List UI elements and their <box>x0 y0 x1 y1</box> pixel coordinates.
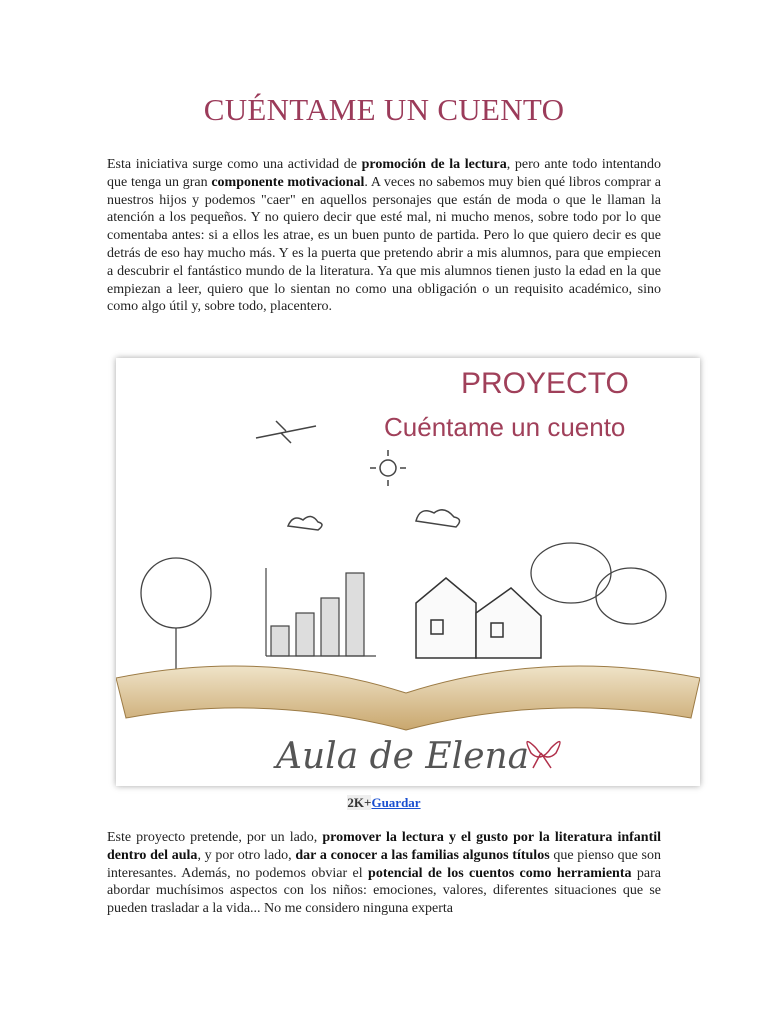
text-segment: Esta iniciativa surge como una actividad de <box>107 157 362 172</box>
intro-paragraph <box>107 156 661 316</box>
bar-graph-drawing <box>266 568 376 656</box>
save-link[interactable]: Guardar <box>371 795 421 810</box>
text-segment: . A veces no sabemos muy bien qué libros comprar a nuestros hijos y podemos "caer" en aquellos personajes que están de moda o que le llaman la atención a los pequeños. Y no quiero decir que esté mal, ni mucho menos, sobre todo por lo que comentaba antes: si a ellos les atrae, es un buen punto de partida. Pero lo que quiero decir es que detrás de eso hay mucho más. Y es la puerta que pretendo abrir a mis alumnos, para que empiecen a descubrir el fantástico mundo de la literatura. Ya que mis alumnos tienen justo la edad en la que empiezan a leer, quiero que lo sientan no como una obligación o un requisito académico, sino como algo útil y, sobre todo, placentero. <box>107 174 661 315</box>
page-title: CUÉNTAME UN CUENTO <box>203 92 565 127</box>
save-count: 2K+ <box>347 795 372 810</box>
tree-drawing <box>141 558 211 678</box>
thought-bubble-drawing <box>531 543 666 624</box>
bold-text: potencial de los cuentos como herramienta <box>368 865 632 881</box>
book-illustration <box>116 358 700 786</box>
text-segment: que pienso que son interesantes. Además, no podemos obviar el <box>107 847 661 881</box>
house-drawing <box>416 578 541 658</box>
cloud-icon <box>288 510 460 530</box>
bold-text: dar a conocer a las familias algunos títulos <box>295 847 550 863</box>
figure-heading: PROYECTO <box>461 367 629 400</box>
figure-subheading: Cuéntame un cuento <box>384 412 626 442</box>
bold-text: promover la lectura y el gusto por la literatura infantil dentro del aula <box>107 830 662 863</box>
save-bar <box>0 795 768 811</box>
bow-icon <box>527 742 560 768</box>
figure-signature: Aula de Elena <box>276 736 530 777</box>
project-paragraph <box>107 829 661 918</box>
sun-icon <box>370 450 406 486</box>
text-segment: para abordar muchísimos aspectos con los niños: emociones, valores, diferentes situaciones que se pueden trasladar a la vida... No me considero ninguna experta <box>107 865 661 917</box>
airplane-icon <box>256 421 316 443</box>
bold-text: componente motivacional <box>211 174 365 190</box>
text-segment: Este proyecto pretende, por un lado, <box>107 830 323 845</box>
bold-text: promoción de la lectura <box>361 157 507 172</box>
project-illustration <box>116 358 700 786</box>
open-book <box>116 666 700 730</box>
text-segment: , pero ante todo intentando que tenga un gran <box>107 157 661 190</box>
text-segment: , y por otro lado, <box>197 847 296 863</box>
